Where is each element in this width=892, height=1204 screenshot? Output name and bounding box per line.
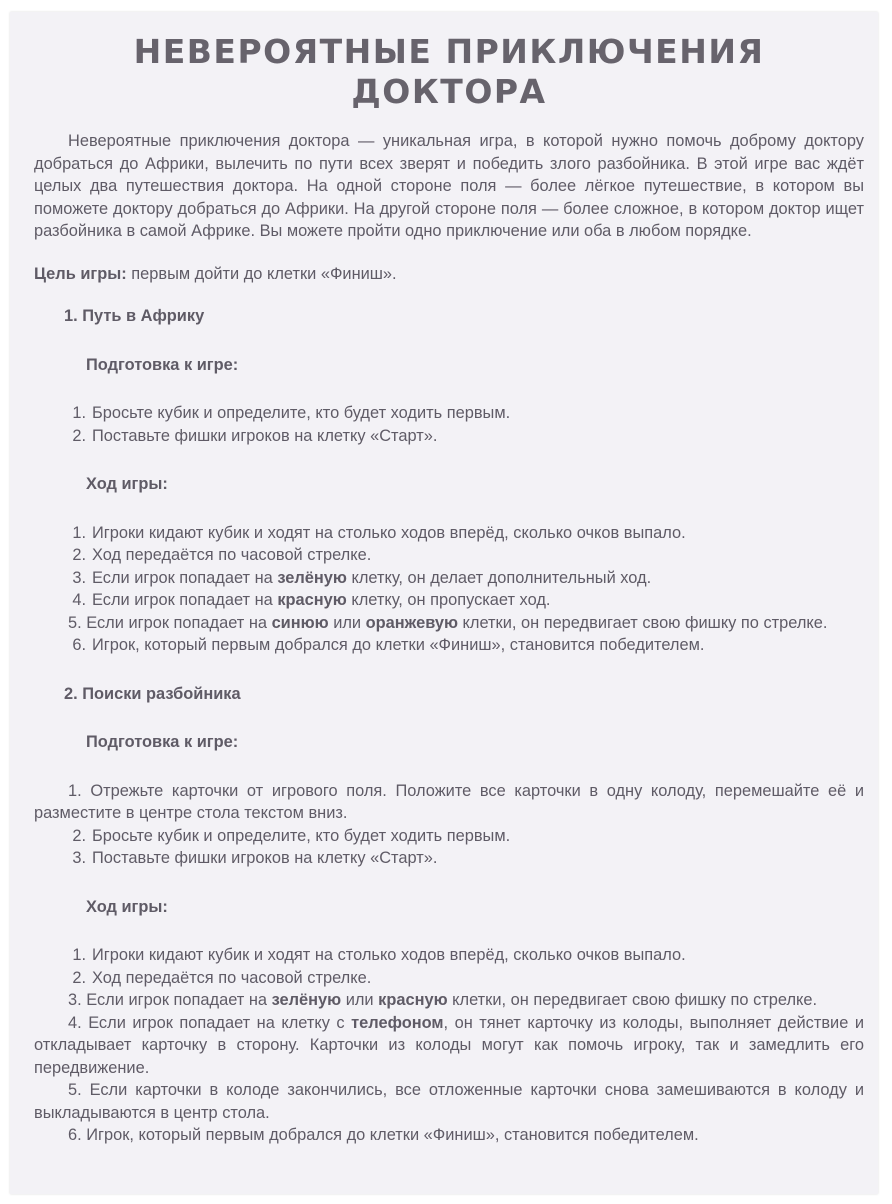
section-1-moves-heading: Ход игры: bbox=[86, 475, 168, 493]
keyword-phone: телефоном bbox=[351, 1013, 444, 1032]
list-item: 2. Бросьте кубик и определите, кто будет ходить первым. bbox=[72, 826, 511, 845]
keyword-blue: синюю bbox=[271, 613, 329, 632]
list-item: 1. Бросьте кубик и определите, кто будет ходить первым. bbox=[72, 404, 511, 422]
keyword-red: красную bbox=[378, 991, 448, 1009]
section-2-prep-list bbox=[34, 780, 864, 870]
list-item: 4. Если игрок попадает на красную клетку, он пропускает ход. bbox=[72, 591, 551, 609]
section-1-heading: 1. Путь в Африку bbox=[64, 307, 205, 325]
goal-label: Цель игры: bbox=[34, 264, 127, 283]
list-item: 1. Игроки кидают кубик и ходят на столько ходов вперёд, сколько очков выпало. bbox=[72, 523, 686, 542]
list-item: 5. Если игрок попадает на синюю или оранжевую клетки, он передвигает свою фишку по стрелке. bbox=[68, 613, 828, 632]
keyword-green: зелёную bbox=[277, 568, 347, 587]
page-title: НЕВЕРОЯТНЫЕ ПРИКЛЮЧЕНИЯ ДОКТОРА bbox=[133, 32, 765, 111]
list-item: 1. Отрежьте карточки от игрового поля. Положите все карточки в одну колоду, перемешайте её и разместите в центре стола текстом вниз. bbox=[34, 781, 864, 822]
section-2-prep-heading: Подготовка к игре: bbox=[86, 733, 239, 751]
document-content bbox=[34, 32, 864, 1173]
goal-text: первым дойти до клетки «Финиш». bbox=[126, 264, 397, 283]
intro-paragraph: Невероятные приключения доктора — уникальная игра, в которой нужно помочь доброму доктору добраться до Африки, вылечить по пути всех зверят и победить злого разбойника. В этой игре вас ждёт целых два путешествия доктора. На одной стороне поля — более лёгкое путешествие, в котором вы поможете доктору добраться до Африки. На другой стороне поля — более сложное, в котором доктор ищет разбойника в самой Африке. Вы можете пройти одно приключение или оба в любом порядке. bbox=[34, 132, 864, 240]
section-2-moves-list bbox=[34, 944, 864, 1147]
section-1-prep-heading: Подготовка к игре: bbox=[86, 355, 239, 374]
list-item: 4. Если игрок попадает на клетку с телефоном, он тянет карточку из колоды, выполняет действие и откладывает карточку в сторону. Карточки из колоды могут как помочь игроку, так и замедлить его передвижение. bbox=[34, 1013, 864, 1077]
list-item: 3. Если игрок попадает на зелёную клетку, он делает дополнительный ход. bbox=[72, 568, 652, 587]
section-2-moves-heading: Ход игры: bbox=[86, 897, 168, 916]
list-item: 2. Поставьте фишки игроков на клетку «Старт». bbox=[72, 426, 438, 445]
list-item: 2. Ход передаётся по часовой стрелке. bbox=[72, 546, 372, 564]
list-item: 5. Если карточки в колоде закончились, все отложенные карточки снова замешиваются в колоду и выкладываются в центр стола. bbox=[34, 1081, 864, 1122]
list-item: 3. Если игрок попадает на зелёную или красную клетки, он передвигает свою фишку по стрелке. bbox=[68, 991, 818, 1009]
list-item: 1. Игроки кидают кубик и ходят на столько ходов вперёд, сколько очков выпало. bbox=[72, 946, 686, 964]
section-1-prep-list bbox=[34, 402, 864, 447]
keyword-green: зелёную bbox=[271, 991, 342, 1009]
keyword-red: красную bbox=[277, 591, 347, 609]
list-item: 6. Игрок, который первым добрался до клетки «Финиш», становится победителем. bbox=[72, 636, 705, 654]
section-1-moves-list bbox=[34, 522, 864, 657]
section-2-heading: 2. Поиски разбойника bbox=[64, 684, 241, 703]
game-goal bbox=[34, 263, 864, 286]
keyword-orange: оранжевую bbox=[365, 613, 458, 632]
list-item: 2. Ход передаётся по часовой стрелке. bbox=[72, 968, 372, 987]
document-page bbox=[10, 12, 878, 1194]
list-item: 3. Поставьте фишки игроков на клетку «Старт». bbox=[72, 849, 438, 867]
list-item: 6. Игрок, который первым добрался до клетки «Финиш», становится победителем. bbox=[68, 1126, 699, 1144]
